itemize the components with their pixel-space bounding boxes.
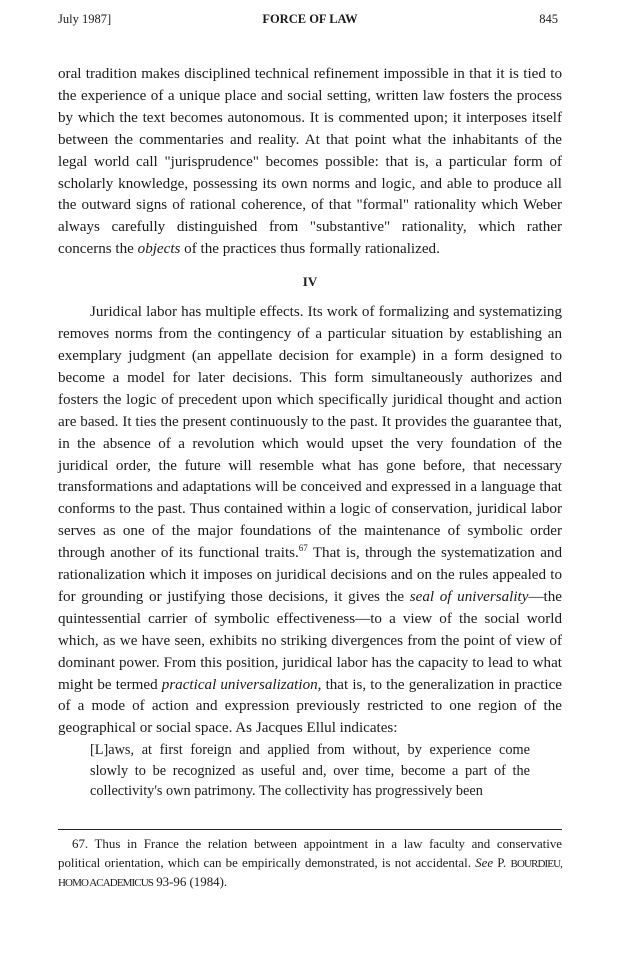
paragraph-juridical-labor: Juridical labor has multiple effects. Its work of formalizing and systematizing removes norms from the contingency of a particular situation by establishing an exemplary judgment (an appellate decision for example) in a form designed to become a model for later decisions. This form simultaneously authorizes and fosters the logic of precedent upon which specifically juridical thought and action are based. It ties the present continuously to the past. It provides the guarantee that, in the absence of a revolution which would upset the very foundation of the juridical order, the future will resemble what has gone before, that necessary transformations and adaptations will be conceived and expressed in a language that conforms to the past. Thus contained within a logic of conservation, juridical labor serves as one of the major foundations of the maintenance of symbolic order through another of its functional traits.$^{67}$ That is, through the systematization and rationalization which it imposes on juridical decisions and on the rules appealed to for grounding or justifying those decisions, it gives the seal of universality—the quintessential carrier of symbolic effectiveness—to a view of the social world which, as we have seen, exhibits no striking divergences from the point of view of dominant power. From this position, juridical labor has the capacity to lead to what might be termed practical universalization, that is, to the generalization in practice of a mode of action and expression previously restricted to one region of the geographical or social space. As Jacques Ellul indicates: <box>58 304 563 737</box>
italic-objects: objects <box>137 241 181 258</box>
footnote-reference[interactable]: 67 <box>298 543 308 554</box>
paragraph-continued: oral tradition makes disciplined technical refinement impossible in that it is tied to the experience of a unique place and social setting, written law fosters the process by which the text becomes autonomous. It is commented upon; it interposes itself between the commentaries and reality. At that point what the inhabitants of the legal world call "jurisprudence" becomes possible: that is, a particular form of scholarly knowledge, possessing its own norms and logic, and able to produce all the outward signs of rational coherence, of that "formal" rationality which Weber always carefully distinguished from "substantive" rationality, which rather concerns the objects of the practices thus formally rationalized. <box>58 66 562 258</box>
footnote-67: 67. Thus in France the relation between appointment in a law faculty and conservative political orientation, which can be empirically demonstrated, is not accidental. See P. BOURDIEU, HOMO ACADEMICUS 93-96 (1984). <box>58 837 562 890</box>
page-number: 845 <box>539 12 558 26</box>
running-head <box>58 12 562 32</box>
section-heading: IV <box>302 274 318 290</box>
body-text <box>58 64 562 802</box>
running-head-date: July 1987] <box>58 12 112 26</box>
running-head-title: FORCE OF LAW <box>262 12 358 26</box>
italic-seal-of-universality: seal of universality <box>409 588 529 605</box>
block-quote: [L]aws, at first foreign and applied from without, by experience come slowly to be recognized as useful and, over time, become a part of the collectivity's own patrimony. The collectivity has progressively been <box>90 742 530 800</box>
footnote-citation: BOURDIEU, HOMO ACADEMICUS <box>58 857 562 890</box>
footnote-divider <box>58 829 562 830</box>
footnote-see-signal: See <box>475 855 494 870</box>
italic-practical-universalization: practical universalization, <box>161 676 322 693</box>
footnote-pages: 93-96 (1984). <box>153 875 228 890</box>
